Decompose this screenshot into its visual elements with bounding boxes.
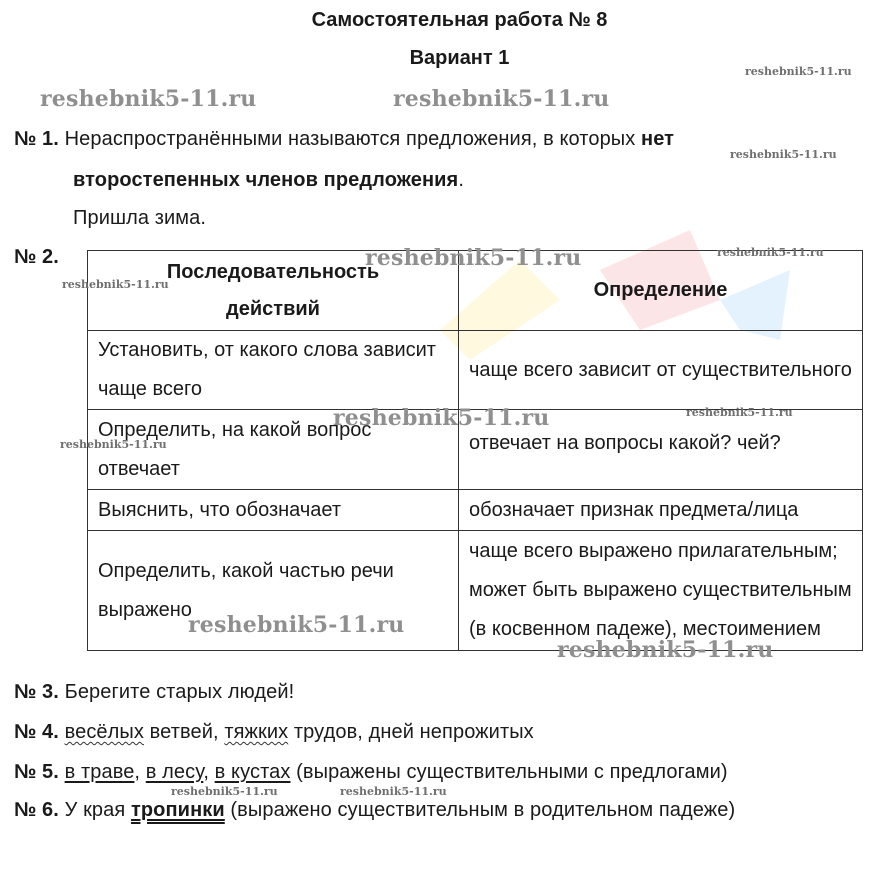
table-cell-action: Определить, на какой вопрос отвечает xyxy=(88,410,459,490)
task3-text: Берегите старых людей! xyxy=(64,681,295,703)
watermark: reshebnik5-11.ru xyxy=(686,406,793,419)
task4-text1: ветвей, xyxy=(144,721,225,743)
watermark: reshebnik5-11.ru xyxy=(365,245,582,271)
task3-number: № 3. xyxy=(14,681,59,703)
table-cell-definition: чаще всего зависит от существительного xyxy=(459,331,863,410)
task2-table xyxy=(87,250,863,651)
table-header-actions: Последовательность действий xyxy=(88,251,459,331)
table-cell-definition: чаще всего выражено прилагательным; может быть выражено существительным (в косвенном падеже), местоимением xyxy=(459,531,863,651)
watermark: reshebnik5-11.ru xyxy=(62,278,169,291)
task5-number: № 5. xyxy=(14,761,59,783)
task1-bold-line2: второстепенных членов предложения xyxy=(73,169,459,191)
task1-bold-word: нет xyxy=(641,128,675,150)
task2-number: № 2. xyxy=(14,246,59,268)
watermark: reshebnik5-11.ru xyxy=(557,637,774,663)
table-cell-action: Выяснить, что обозначает xyxy=(88,490,459,531)
task3-line xyxy=(14,681,294,704)
task1-line1 xyxy=(14,128,674,151)
task6-lead: У края xyxy=(64,799,131,821)
table-cell-definition: отвечает на вопросы какой? чей? xyxy=(459,410,863,490)
table-cell-action: Определить, какой частью речи выражено xyxy=(88,531,459,651)
watermark: reshebnik5-11.ru xyxy=(40,86,257,112)
task1-example: Пришла зима. xyxy=(73,207,207,229)
watermark: reshebnik5-11.ru xyxy=(333,405,550,431)
page-title: Самостоятельная работа № 8 xyxy=(311,9,608,31)
task5-phrase-v-lesu: в лесу xyxy=(145,761,204,783)
task1-number: № 1. xyxy=(14,128,59,150)
table-row xyxy=(88,331,863,410)
watermark: reshebnik5-11.ru xyxy=(393,86,610,112)
task5-tail: (выражены существительными с предлогами) xyxy=(290,761,728,783)
task1-line2 xyxy=(73,169,464,192)
task6-tail: (выражено существительным в родительном падеже) xyxy=(224,799,736,821)
task5-phrase-v-trave: в траве xyxy=(64,761,135,783)
task4-number: № 4. xyxy=(14,721,59,743)
watermark: reshebnik5-11.ru xyxy=(340,785,447,798)
watermark: reshebnik5-11.ru xyxy=(745,65,852,78)
table-header-definition: Определение xyxy=(459,251,863,331)
task6-line xyxy=(14,799,735,822)
task4-word-tyazhkih: тяжких xyxy=(224,721,289,743)
watermark: reshebnik5-11.ru xyxy=(60,438,167,451)
task1-text: Нераспространёнными называются предложения, в которых xyxy=(64,128,642,150)
watermark: reshebnik5-11.ru xyxy=(188,612,405,638)
task5-phrase-v-kustah: в кустах xyxy=(214,761,291,783)
task6-number: № 6. xyxy=(14,799,59,821)
watermark: reshebnik5-11.ru xyxy=(717,246,824,259)
table-cell-definition: обозначает признак предмета/лица xyxy=(459,490,863,531)
task5-line xyxy=(14,761,728,784)
task4-text2: трудов, дней непрожитых xyxy=(288,721,534,743)
task5-sep2: , xyxy=(203,761,215,783)
variant-title: Вариант 1 xyxy=(409,47,510,69)
task6-word: тропинки xyxy=(130,799,225,821)
task4-line xyxy=(14,721,534,744)
task4-word-veselyh: весёлых xyxy=(64,721,145,743)
table-cell-action: Установить, от какого слова зависит чаще всего xyxy=(88,331,459,410)
task5-sep1: , xyxy=(134,761,146,783)
watermark: reshebnik5-11.ru xyxy=(730,148,837,161)
watermark: reshebnik5-11.ru xyxy=(171,785,278,798)
task1-period: . xyxy=(458,169,465,191)
table-row xyxy=(88,490,863,531)
